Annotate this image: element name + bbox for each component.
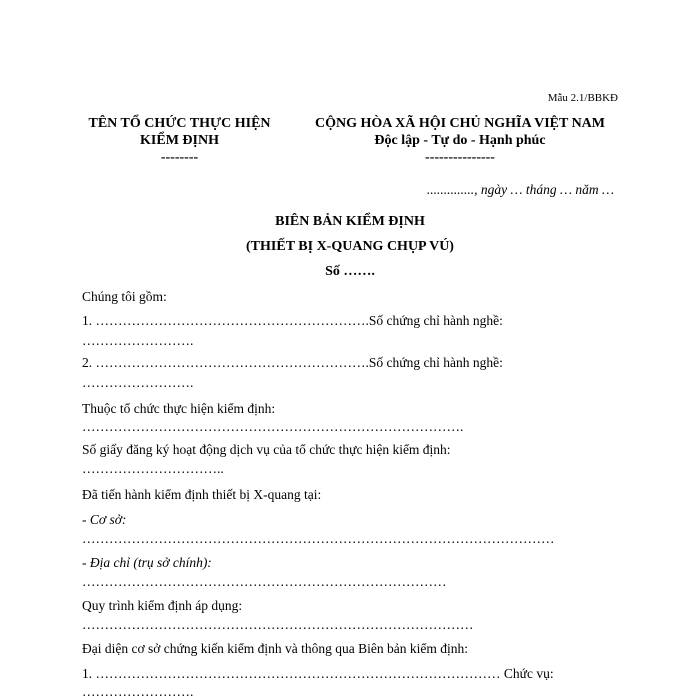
organization-header (72, 115, 287, 166)
member-1-cert-dots: ……………………. (82, 333, 194, 348)
facility-label: - Cơ sở: (82, 512, 127, 527)
witness-1-dots: ……………………. (82, 684, 194, 699)
national-header (300, 115, 620, 166)
national-title: CỘNG HÒA XÃ HỘI CHỦ NGHĨA VIỆT NAM (314, 116, 605, 131)
member-2-line: 2. …………………………………………………….Số chứng chỉ hành nghề: (82, 355, 503, 370)
organization-dots: …………………………………………………………………………. (82, 419, 464, 434)
organization-divider: -------- (160, 150, 199, 165)
address-label: - Địa chỉ (trụ sở chính): (82, 555, 212, 570)
registration-label: Số giấy đăng ký hoạt động dịch vụ của tổ chức thực hiện kiểm định: (82, 442, 451, 457)
organization-label: Thuộc tổ chức thực hiện kiểm định: (82, 401, 276, 416)
organization-name-line2: KIỂM ĐỊNH (140, 133, 219, 148)
document-title: BIÊN BẢN KIỂM ĐỊNH (275, 214, 425, 229)
document-number: Số ……. (325, 264, 375, 279)
national-divider: --------------- (425, 150, 495, 165)
member-2-cert-dots: ……………………. (82, 375, 194, 390)
form-code: Mẫu 2.1/BBKĐ (547, 92, 618, 104)
member-1-line: 1. …………………………………………………….Số chứng chỉ hành nghề: (82, 313, 503, 328)
registration-dots: ………………………….. (82, 461, 224, 476)
organization-name-line1: TÊN TỔ CHỨC THỰC HIỆN (88, 116, 271, 131)
address-dots: ……………………………………………………………………… (82, 574, 447, 589)
national-motto: Độc lập - Tự do - Hạnh phúc (374, 133, 546, 148)
witness-1-line: 1. ……………………………………………………………………………… Chức vụ: (82, 666, 554, 681)
document-subtitle: (THIẾT BỊ X-QUANG CHỤP VÚ) (246, 239, 454, 254)
facility-dots: …………………………………………………………………………………………… (82, 531, 555, 546)
date-line: .............., ngày … tháng … năm … (426, 182, 614, 197)
inspection-location-label: Đã tiến hành kiểm định thiết bị X-quang tại: (82, 487, 322, 502)
witness-label: Đại diện cơ sở chứng kiến kiểm định và thông qua Biên bản kiểm định: (82, 641, 469, 656)
procedure-label: Quy trình kiểm định áp dụng: (82, 598, 243, 613)
members-intro: Chúng tôi gồm: (82, 289, 167, 304)
procedure-dots: …………………………………………………………………………… (82, 617, 474, 632)
